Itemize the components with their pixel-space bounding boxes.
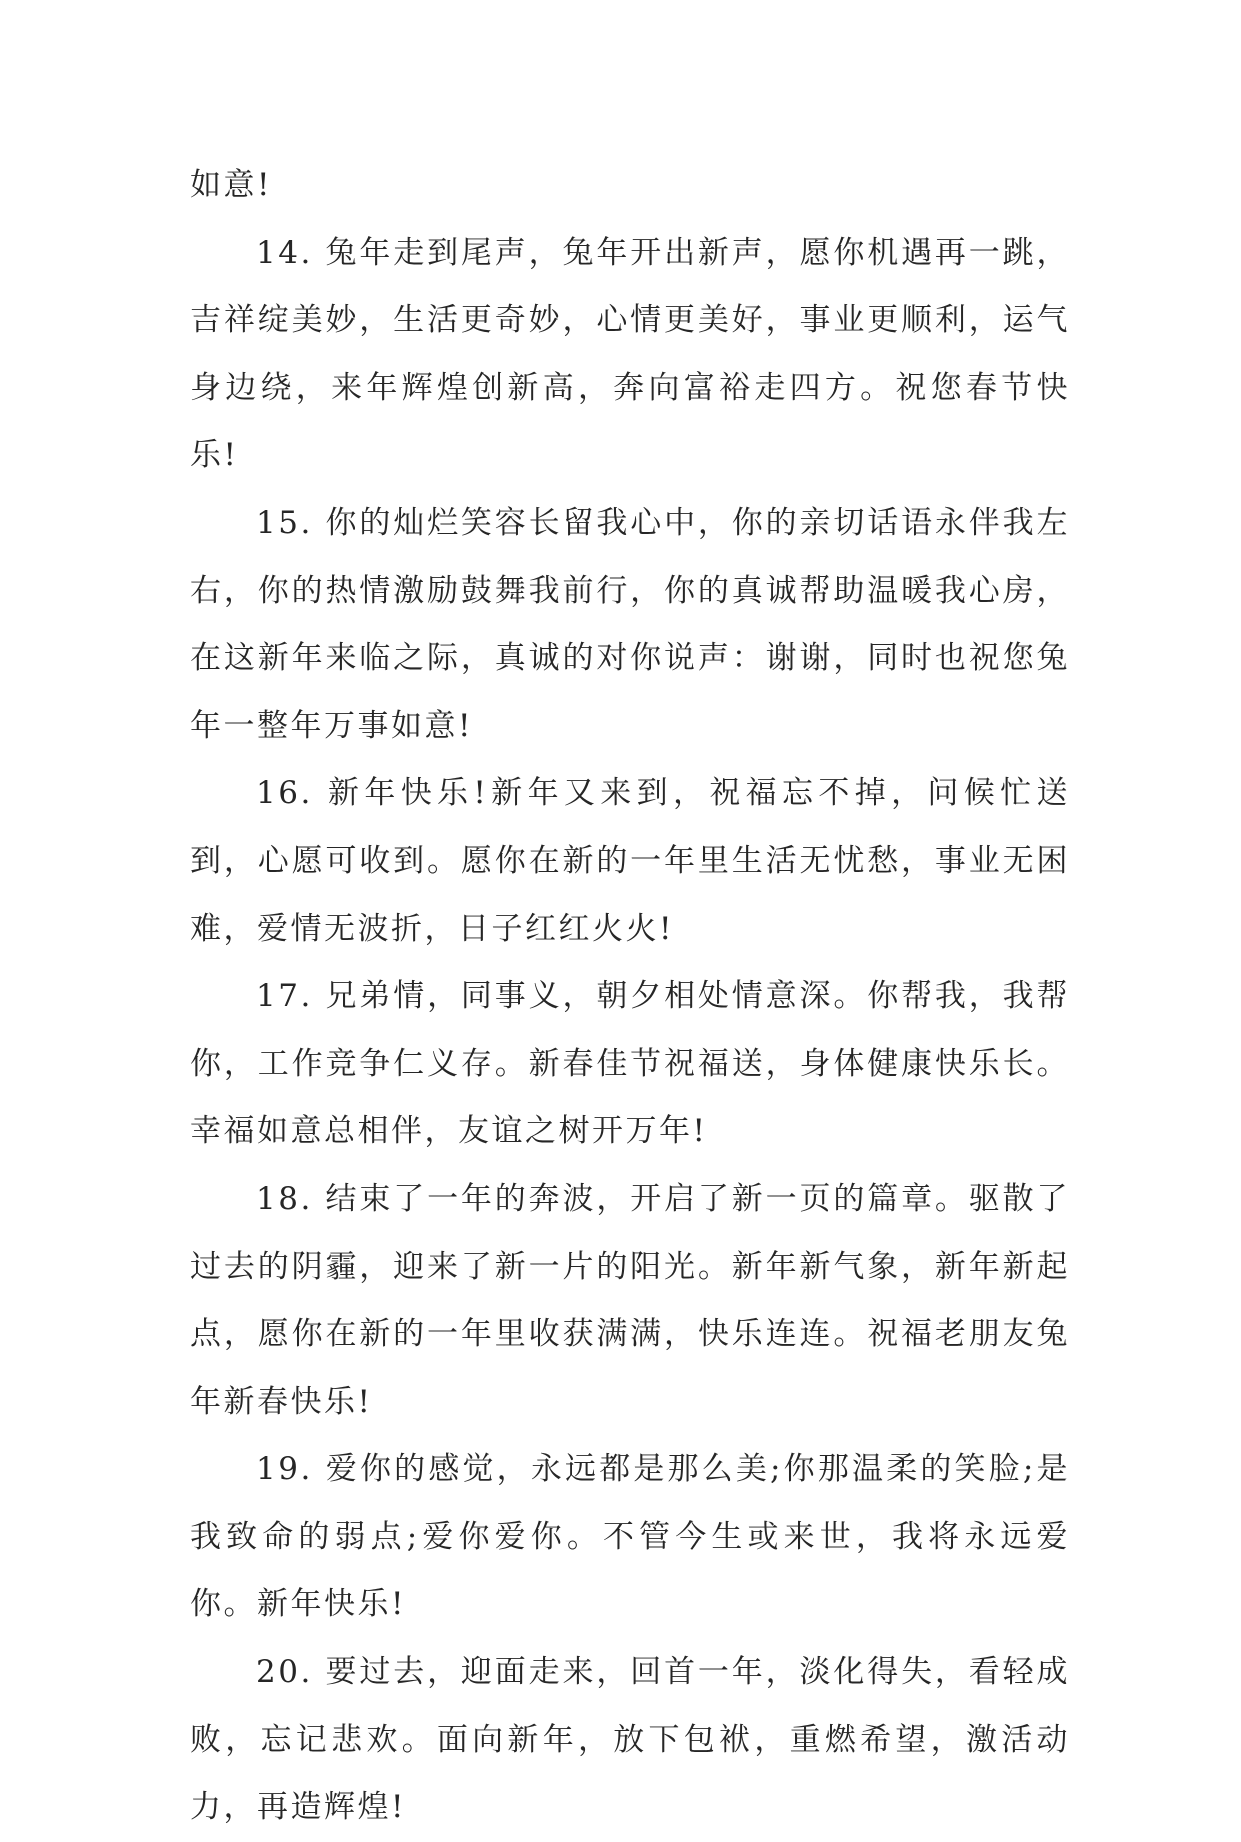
paragraph-item-16: 16. 新年快乐!新年又来到，祝福忘不掉，问候忙送到，心愿可收到。愿你在新的一年里生活无忧愁，事业无困难，爱情无波折，日子红红火火! [190, 775, 1070, 947]
paragraph-item-18: 18. 结束了一年的奔波，开启了新一页的篇章。驱散了过去的阴霾，迎来了新一片的阳光。新年新气象，新年新起点，愿你在新的一年里收获满满，快乐连连。祝福老朋友兔年新春快乐! [190, 1180, 1070, 1420]
document-body [190, 152, 1070, 1842]
paragraph-item-19: 19. 爱你的感觉，永远都是那么美;你那温柔的笑脸;是我致命的弱点;爱你爱你。不管今生或来世，我将永远爱你。新年快乐! [190, 1451, 1070, 1623]
paragraph-item-17: 17. 兄弟情，同事义，朝夕相处情意深。你帮我，我帮你，工作竞争仁义存。新春佳节祝福送，身体健康快乐长。幸福如意总相伴，友谊之树开万年! [190, 978, 1070, 1150]
paragraph-item-20: 20. 要过去，迎面走来，回首一年，淡化得失，看轻成败，忘记悲欢。面向新年，放下包袱，重燃希望，激活动力，再造辉煌! [190, 1654, 1070, 1826]
paragraph-continuation: 如意! [190, 167, 272, 203]
paragraph-item-15: 15. 你的灿烂笑容长留我心中，你的亲切话语永伴我左右，你的热情激励鼓舞我前行，你的真诚帮助温暖我心房，在这新年来临之际，真诚的对你说声：谢谢，同时也祝您兔年一整年万事如意! [190, 504, 1070, 744]
paragraph-item-14: 14. 兔年走到尾声，兔年开出新声，愿你机遇再一跳，吉祥绽美妙，生活更奇妙，心情更美好，事业更顺利，运气身边绕，来年辉煌创新高，奔向富裕走四方。祝您春节快乐! [190, 234, 1070, 474]
